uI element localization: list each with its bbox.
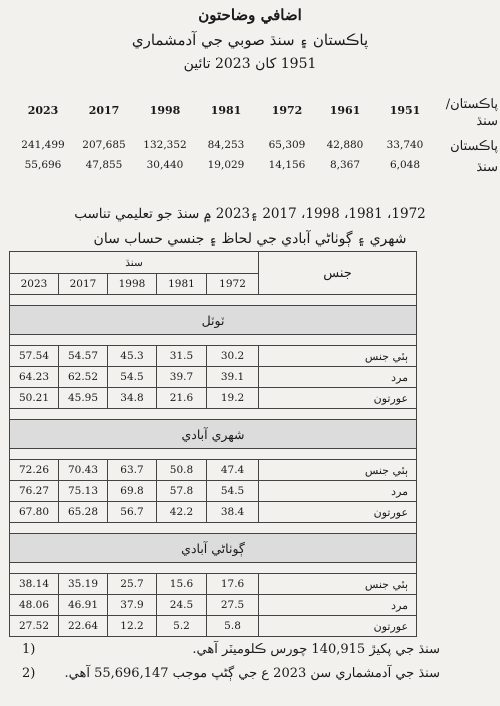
value-cell: 38.14 (10, 574, 59, 595)
pop-cell: 241,499 (21, 139, 65, 151)
row-label: مرد (259, 481, 417, 502)
value-cell: 67.80 (10, 502, 59, 523)
value-cell: 47.4 (207, 460, 259, 481)
pop-cell: 19,029 (207, 159, 245, 171)
value-cell: 56.7 (108, 502, 157, 523)
table-row (10, 388, 417, 409)
year-cell: 1981 (157, 274, 207, 295)
table-row (10, 616, 417, 637)
row-label: ٻئي جنس (259, 346, 417, 367)
value-cell: 39.1 (207, 367, 259, 388)
spacer (10, 523, 417, 534)
spacer (10, 449, 417, 460)
pop-cell: 84,253 (207, 139, 245, 151)
value-cell: 17.6 (207, 574, 259, 595)
pop-label-pakistan: پاڪستان (450, 139, 498, 154)
spacer (10, 295, 417, 306)
table-row (10, 574, 417, 595)
value-cell: 62.52 (59, 367, 108, 388)
footnote-text: سنڌ جي پکيڙ 140,915 چورس ڪلوميٽر آهي. (192, 642, 440, 657)
page-title: اضافي وضاحتون (198, 6, 302, 24)
pop-cell: 132,352 (143, 139, 187, 151)
pop-cell: 42,880 (326, 139, 364, 151)
value-cell: 48.06 (10, 595, 59, 616)
group-header-total (10, 306, 417, 335)
row-label: ٻئي جنس (259, 574, 417, 595)
value-cell: 31.5 (157, 346, 207, 367)
year-cell: 1972 (207, 274, 259, 295)
value-cell: 24.5 (157, 595, 207, 616)
value-cell: 12.2 (108, 616, 157, 637)
pop-year: 2023 (27, 104, 59, 117)
pop-year: 1961 (329, 104, 361, 117)
value-cell: 21.6 (157, 388, 207, 409)
pop-cell: 8,367 (329, 159, 361, 171)
spacer-row (10, 335, 417, 346)
pop-year: 1981 (210, 104, 242, 117)
footnote-number: 1) (22, 642, 36, 657)
value-cell: 50.8 (157, 460, 207, 481)
literacy-table (9, 251, 417, 637)
header-gender: جنس (259, 252, 417, 295)
table-row (10, 502, 417, 523)
value-cell: 19.2 (207, 388, 259, 409)
value-cell: 30.2 (207, 346, 259, 367)
row-label: مرد (259, 595, 417, 616)
population-pakistan-row (0, 139, 500, 159)
value-cell: 69.8 (108, 481, 157, 502)
spacer (10, 409, 417, 420)
pop-label-sindh: سنڌ (476, 160, 498, 175)
pop-cell: 47,855 (85, 159, 123, 171)
group-title: ٽوٽل (10, 306, 417, 335)
value-cell: 27.52 (10, 616, 59, 637)
literacy-subtitle: شهري ۽ ڳوٺاڻي آبادي جي لحاظ ۽ جنسي حساب سان (93, 231, 407, 247)
table-row (10, 346, 417, 367)
value-cell: 46.91 (59, 595, 108, 616)
group-header-rural (10, 534, 417, 563)
pop-year: 1951 (389, 104, 421, 117)
value-cell: 5.2 (157, 616, 207, 637)
value-cell: 76.27 (10, 481, 59, 502)
pop-cell: 207,685 (82, 139, 126, 151)
value-cell: 42.2 (157, 502, 207, 523)
footnote-text: سنڌ جي آدمشماري سن 2023 ع جي ڳڻپ موجب 55,696,147 آهي. (64, 666, 440, 681)
group-title: شهري آبادي (10, 420, 417, 449)
spacer-row (10, 449, 417, 460)
value-cell: 27.5 (207, 595, 259, 616)
population-table (0, 88, 500, 188)
spacer (10, 563, 417, 574)
row-label: عورتون (259, 502, 417, 523)
value-cell: 54.57 (59, 346, 108, 367)
pop-cell: 65,309 (268, 139, 306, 151)
table-header-row (10, 252, 417, 274)
value-cell: 64.23 (10, 367, 59, 388)
population-sindh-row (0, 159, 500, 179)
spacer-row (10, 523, 417, 534)
value-cell: 72.26 (10, 460, 59, 481)
value-cell: 63.7 (108, 460, 157, 481)
table-row (10, 595, 417, 616)
value-cell: 65.28 (59, 502, 108, 523)
table-row (10, 367, 417, 388)
page-subtitle: پاڪستان ۽ سنڌ صوبي جي آدمشماري (131, 31, 369, 49)
value-cell: 75.13 (59, 481, 108, 502)
value-cell: 54.5 (108, 367, 157, 388)
value-cell: 45.95 (59, 388, 108, 409)
spacer (10, 335, 417, 346)
group-title: ڳوٺاڻي آبادي (10, 534, 417, 563)
spacer-row (10, 409, 417, 420)
row-label: مرد (259, 367, 417, 388)
pop-cell: 30,440 (146, 159, 184, 171)
value-cell: 25.7 (108, 574, 157, 595)
value-cell: 37.9 (108, 595, 157, 616)
value-cell: 35.19 (59, 574, 108, 595)
pop-cell: 14,156 (268, 159, 306, 171)
year-cell: 2017 (59, 274, 108, 295)
row-label: عورتون (259, 388, 417, 409)
value-cell: 54.5 (207, 481, 259, 502)
row-label: عورتون (259, 616, 417, 637)
pop-cell: 33,740 (386, 139, 424, 151)
year-range: 1951 کان 2023 تائين (183, 56, 317, 72)
value-cell: 15.6 (157, 574, 207, 595)
value-cell: 5.8 (207, 616, 259, 637)
spacer-row (10, 563, 417, 574)
value-cell: 57.54 (10, 346, 59, 367)
value-cell: 50.21 (10, 388, 59, 409)
table-row (10, 460, 417, 481)
pop-year: 1998 (149, 104, 181, 117)
header-sindh: سنڌ (10, 252, 259, 274)
group-header-urban (10, 420, 417, 449)
year-cell: 1998 (108, 274, 157, 295)
year-cell: 2023 (10, 274, 59, 295)
value-cell: 22.64 (59, 616, 108, 637)
value-cell: 45.3 (108, 346, 157, 367)
spacer-row (10, 295, 417, 306)
population-years-row (0, 104, 500, 124)
literacy-title: 1972، 1981، 1998، 2017 ۽2023 ۾ سنڌ جو تعليمي تناسب (74, 206, 426, 222)
value-cell: 57.8 (157, 481, 207, 502)
pop-year: 2017 (88, 104, 120, 117)
value-cell: 38.4 (207, 502, 259, 523)
value-cell: 34.8 (108, 388, 157, 409)
table-row (10, 481, 417, 502)
pop-cell: 55,696 (24, 159, 62, 171)
value-cell: 39.7 (157, 367, 207, 388)
row-label: ٻئي جنس (259, 460, 417, 481)
value-cell: 70.43 (59, 460, 108, 481)
pop-cell: 6,048 (389, 159, 421, 171)
footnote-number: 2) (22, 666, 36, 681)
pop-year: 1972 (271, 104, 303, 117)
pop-label-header: پاڪستان/ سنڌ (445, 97, 498, 129)
